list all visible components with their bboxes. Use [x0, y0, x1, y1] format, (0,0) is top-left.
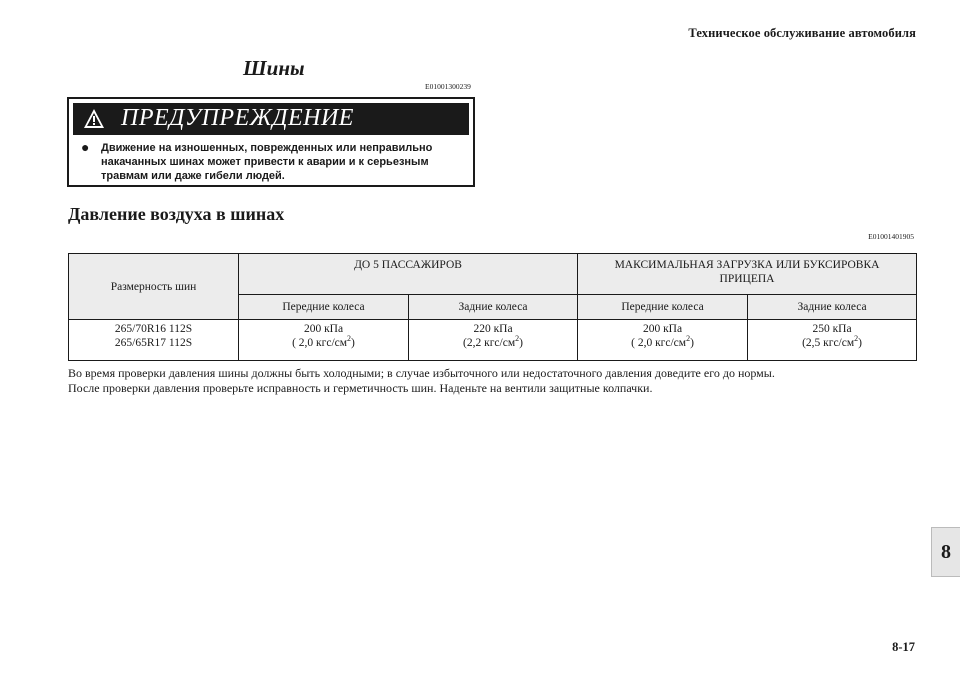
cell-pressure: 250 кПа (2,5 кгс/$см^2$): [748, 320, 917, 361]
warning-triangle-icon: [83, 108, 105, 130]
cell-pressure: 200 кПа ( 2,0 кгс/$см^2$): [239, 320, 409, 361]
paragraph-line: После проверки давления проверьте исправность и герметичность шин. Наденьте на вентили защитные колпачки.: [68, 381, 653, 395]
chapter-tab: 8: [931, 527, 960, 577]
header-rear-wheels: Задние колеса: [409, 295, 578, 320]
section-title: Шины: [243, 56, 305, 80]
header-front-wheels: Передние колеса: [239, 295, 409, 320]
paragraph-line: Во время проверки давления шины должны быть холодными; в случае избыточного или недостаточного давления доведите его до нормы.: [68, 366, 775, 380]
header-group-passengers: ДО 5 ПАССАЖИРОВ: [239, 254, 578, 295]
cell-size: 265/70R16 112S 265/65R17 112S: [69, 320, 239, 361]
tire-pressure-table: [68, 253, 917, 361]
cell-pressure: 200 кПа ( 2,0 кгс/$см^2$): [578, 320, 748, 361]
bullet-icon: ●: [81, 139, 90, 155]
instructions-paragraph: [68, 366, 775, 396]
warning-box: [67, 97, 475, 187]
page-number: 8-17: [892, 640, 915, 654]
section-code: E01001300239: [425, 82, 471, 91]
subsection-title: Давление воздуха в шинах: [68, 204, 285, 224]
warning-body: [81, 141, 463, 183]
warning-line: накачанных шинах может привести к аварии и к серьезным: [101, 156, 429, 168]
running-header: Техническое обслуживание автомобиля: [688, 26, 916, 40]
table-row: [69, 320, 917, 361]
header-rear-wheels: Задние колеса: [748, 295, 917, 320]
warning-line: травмам или даже гибели людей.: [101, 170, 285, 182]
cell-pressure: 220 кПа (2,2 кгс/$см^2$): [409, 320, 578, 361]
header-front-wheels: Передние колеса: [578, 295, 748, 320]
subsection-code: E01001401905: [868, 232, 914, 241]
header-size: Размерность шин: [69, 254, 239, 320]
warning-title: ПРЕДУПРЕЖДЕНИЕ: [121, 105, 354, 131]
warning-header: [73, 103, 469, 135]
warning-line: Движение на изношенных, поврежденных или неправильно: [101, 142, 433, 154]
header-group-max-load: МАКСИМАЛЬНАЯ ЗАГРУЗКА ИЛИ БУКСИРОВКА ПРИЦЕПА: [578, 254, 917, 295]
